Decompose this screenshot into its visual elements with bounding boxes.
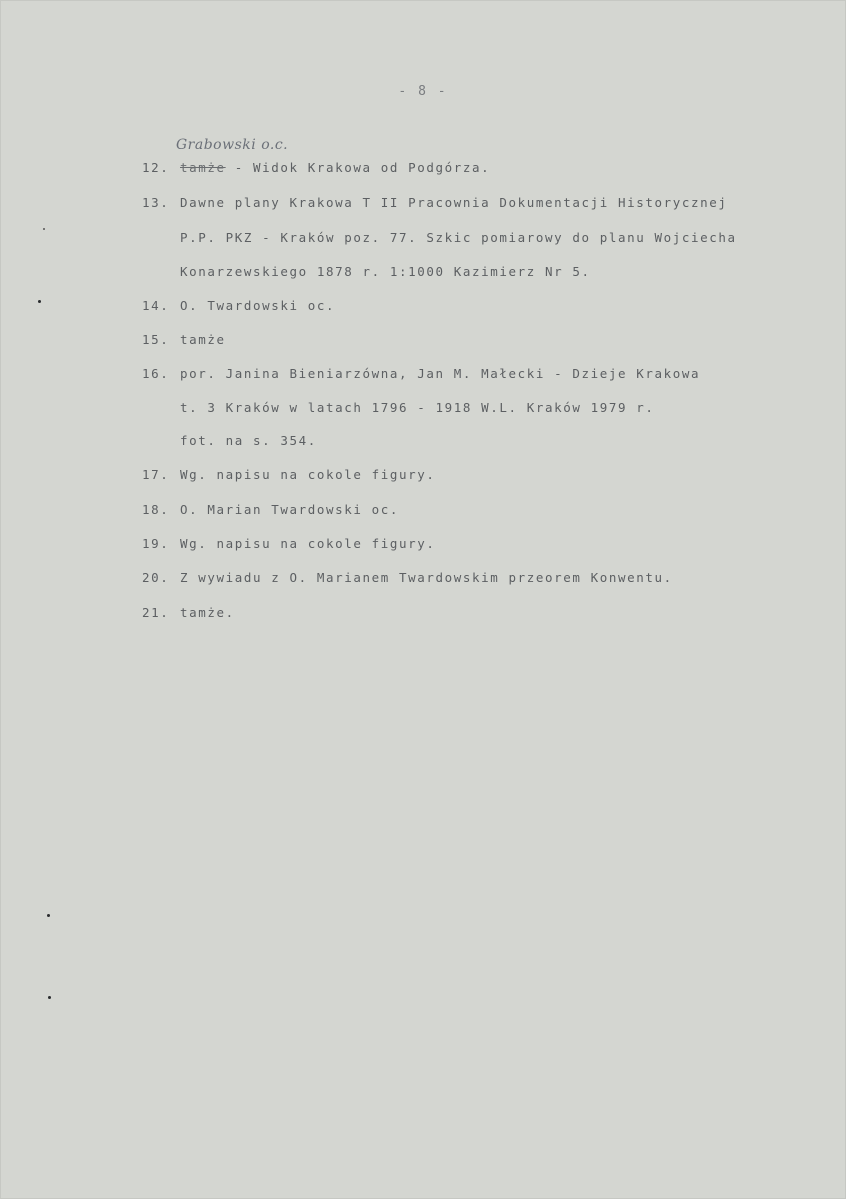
- footnote-number: 16.: [142, 366, 170, 381]
- footnote-text: tamże.: [180, 605, 235, 620]
- footnote-number: 15.: [142, 332, 170, 347]
- footnote-number: 20.: [142, 570, 170, 585]
- margin-mark: [38, 300, 41, 303]
- footnote-number: 12.: [142, 160, 170, 175]
- margin-mark: [47, 914, 50, 917]
- footnote-number: 18.: [142, 502, 170, 517]
- footnote-text: Wg. napisu na cokole figury.: [180, 536, 436, 551]
- footnote-text: P.P. PKZ - Kraków poz. 77. Szkic pomiarowy do planu Wojciecha: [180, 230, 737, 245]
- footnote-number: 17.: [142, 467, 170, 482]
- footnote-text: O. Twardowski oc.: [180, 298, 336, 313]
- margin-mark: [48, 996, 51, 999]
- footnote-number: 21.: [142, 605, 170, 620]
- footnote-text: Wg. napisu na cokole figury.: [180, 467, 436, 482]
- footnote-text: por. Janina Bieniarzówna, Jan M. Małecki - Dzieje Krakowa: [180, 366, 701, 381]
- margin-mark: [43, 228, 45, 230]
- footnote-text: fot. na s. 354.: [180, 433, 317, 448]
- struck-text: tamże: [180, 160, 226, 175]
- footnote-text: O. Marian Twardowski oc.: [180, 502, 400, 517]
- footnote-number: 14.: [142, 298, 170, 313]
- footnote-text: Konarzewskiego 1878 r. 1:1000 Kazimierz Nr 5.: [180, 264, 591, 279]
- footnote-number: 13.: [142, 195, 170, 210]
- footnote-text: Dawne plany Krakowa T II Pracownia Dokumentacji Historycznej: [180, 195, 728, 210]
- footnote-text: tamże - Widok Krakowa od Podgórza.: [180, 160, 491, 175]
- footnote-number: 19.: [142, 536, 170, 551]
- footnote-text: Z wywiadu z O. Marianem Twardowskim przeorem Konwentu.: [180, 570, 673, 585]
- footnote-text: t. 3 Kraków w latach 1796 - 1918 W.L. Kraków 1979 r.: [180, 400, 655, 415]
- footnote-text: tamże: [180, 332, 226, 347]
- handwritten-annotation: Grabowski o.c.: [176, 137, 289, 153]
- page-number: - 8 -: [398, 84, 448, 99]
